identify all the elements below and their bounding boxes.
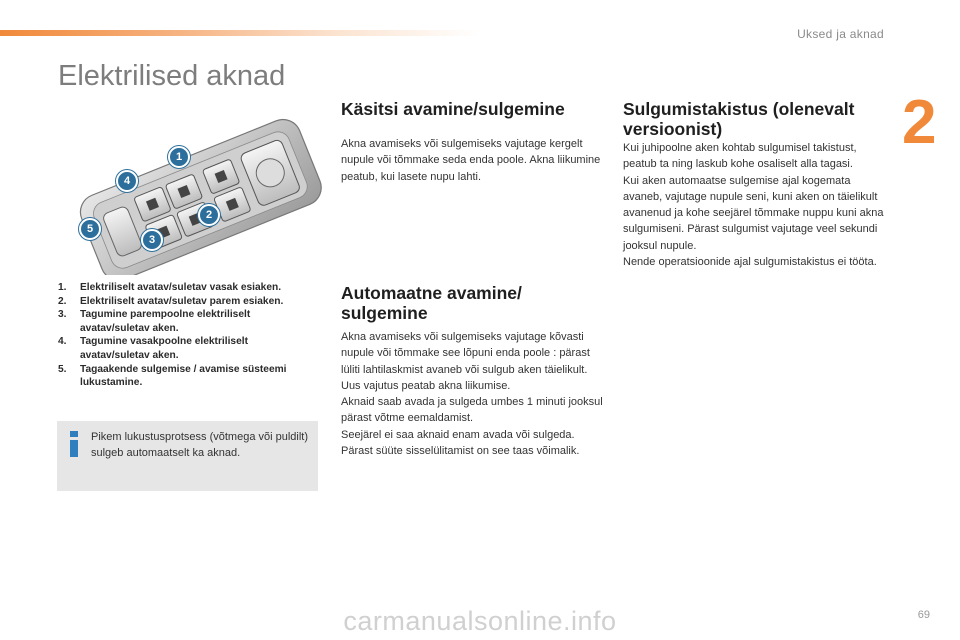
window-switch-illustration [62,110,322,275]
caption-item: 1. Elektriliselt avatav/suletav vasak esiaken. [58,282,282,293]
caption-item: 3. Tagumine parempoolne elektriliselt avatav/suletav aken. [58,309,251,334]
section-body-manual [341,136,603,185]
caption-list [58,281,320,390]
section-body-auto [341,329,603,459]
section-body-safety [623,140,885,270]
info-text: Pikem lukustusprotsess (võtmega või puldilt) sulgeb automaatselt ka aknad. [91,431,309,459]
info-box [57,421,318,491]
watermark: carmanualsonline.info [343,606,617,636]
page-title: Elektrilised aknad [58,60,286,92]
caption-item: 2. Elektriliselt avatav/suletav parem esiaken. [58,295,284,307]
chapter-title: Uksed ja aknad [797,27,884,41]
section-heading-auto: Automaatne avamine/ sulgemine [341,283,522,323]
paragraph: Nende operatsioonide ajal sulgumistakistus ei tööta. [623,256,877,269]
window-switch-panel-graphic [62,110,322,275]
callout-4: 4 [116,170,138,192]
paragraph: Kui aken automaatse sulgemise ajal kogemata avaneb, vajutage nupule seni, kuni aken on täielikult avanenud ja kohe seejärel tõmmake nuppu kuni akna sulgumiseni. Pärast sulgumist vajutage veel sekundi jooksul nupule. [623,174,884,252]
caption-item: 5. Tagaakende sulgemise / avamise süsteemi lukustamine. [58,363,287,389]
callout-5: 5 [79,218,101,240]
info-icon [67,431,81,457]
page-number: 69 [917,609,930,621]
chapter-number: 2 [902,88,937,157]
callout-2: 2 [198,204,220,226]
header-accent-bar [0,30,480,36]
paragraph: Aknaid saab avada ja sulgeda umbes 1 minuti jooksul pärast võtme eemaldamist. [341,396,603,425]
callout-3: 3 [141,229,163,251]
paragraph: Akna avamiseks või sulgemiseks vajutage kõvasti nupule või tõmmake see lõpuni enda poole : pärast lüliti lahtilaskmist avaneb või sulgub aken täielikult. Uus vajutus peatab akna liikumise. [341,331,590,392]
section-heading-manual: Käsitsi avamine/sulgemine [341,99,565,119]
paragraph: Seejärel ei saa aknaid enam avada või sulgeda. Pärast süüte sisselülitamist on see taas võimalik. [341,428,580,458]
callout-1: 1 [168,146,190,168]
paragraph: Kui juhipoolne aken kohtab sulgumisel takistust, peatub ta ning laskub kohe osaliselt alla tagasi. [623,142,857,171]
paragraph: Akna avamiseks või sulgemiseks vajutage kergelt nupule või tõmmake seda enda poole. Akna liikumine peatub, kui lasete nupu lahti. [341,138,601,183]
caption-item: 4. Tagumine vasakpoolne elektriliselt avatav/suletav aken. [58,336,248,361]
section-heading-safety: Sulgumistakistus (olenevalt versioonist) [623,99,855,139]
